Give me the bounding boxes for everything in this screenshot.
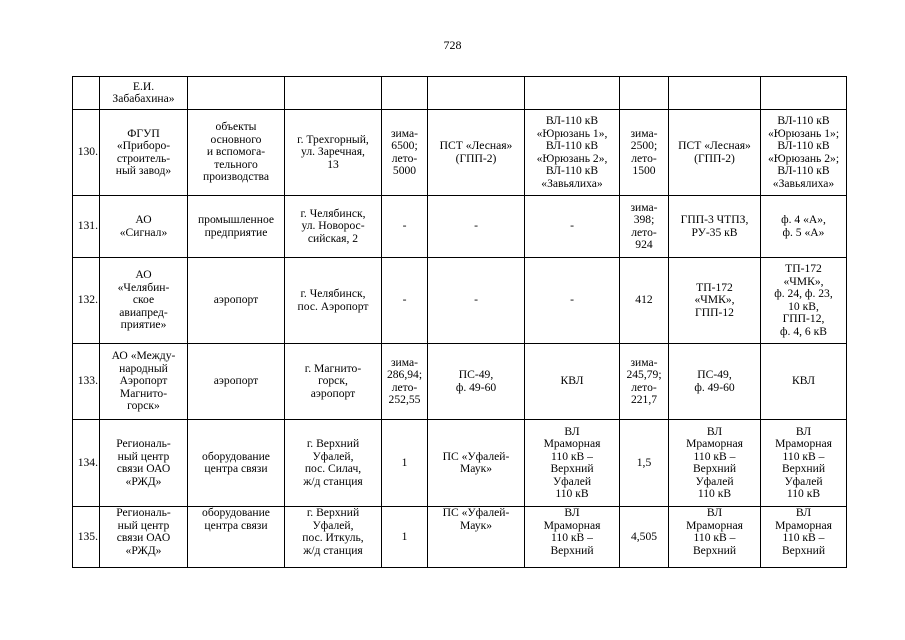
supply-source-requested: ТП-172 «ЧМК», ГПП-12 (694, 280, 735, 319)
load-requested-cell (620, 344, 669, 420)
load-requested: зима- 2500; лето- 1500 (630, 126, 658, 177)
address-cell (285, 77, 382, 110)
supply-line-requested: ф. 4 «А», ф. 5 «А» (781, 213, 826, 239)
address: г. Верхний Уфалей, пос. Иткуль, ж/д станция (302, 506, 364, 557)
organization-name-cell (100, 77, 188, 110)
object-type: аэропорт (213, 293, 259, 307)
load-current-cell (382, 196, 428, 258)
row-number-cell (73, 196, 100, 258)
supply-source-current: - (474, 219, 478, 233)
supply-source-current-cell (428, 344, 525, 420)
table-row (73, 258, 847, 344)
object-type-cell (188, 110, 285, 196)
supply-source-requested: ПС-49, ф. 49-60 (694, 368, 735, 394)
load-current-cell (382, 258, 428, 344)
supply-source-requested: ВЛ Мраморная 110 кВ – Верхний (686, 506, 743, 557)
load-requested-cell (620, 258, 669, 344)
address-cell (285, 110, 382, 196)
supply-source-current: ПС «Уфалей- Маук» (442, 506, 510, 532)
supply-source-requested-cell (669, 258, 761, 344)
object-type: объекты основного и вспомога- тельного производства (202, 120, 270, 184)
load-current: 1 (401, 455, 408, 469)
object-type-cell (188, 196, 285, 258)
supply-source-current: - (474, 293, 478, 307)
supply-line-requested-cell (761, 507, 847, 568)
supply-line-current-cell (525, 110, 620, 196)
supply-line-requested-cell (761, 344, 847, 420)
supply-line-requested: ВЛ-110 кВ «Юрюзань 1»; ВЛ-110 кВ «Юрюзань 2»; ВЛ-110 кВ «Завьялиха» (767, 114, 840, 190)
supply-line-requested: ВЛ Мраморная 110 кВ – Верхний Уфалей 110 кВ (775, 424, 832, 500)
supply-line-current-cell (525, 507, 620, 568)
supply-source-current: ПСТ «Лесная» (ГПП-2) (439, 139, 513, 165)
row-number-cell (73, 77, 100, 110)
load-requested-cell (620, 507, 669, 568)
supply-source-requested-cell (669, 420, 761, 507)
row-number: 131. (77, 219, 98, 233)
supply-source-requested-cell (669, 110, 761, 196)
organization-name-cell (100, 196, 188, 258)
row-number: 135. (77, 529, 98, 543)
address-cell (285, 344, 382, 420)
organization-name: АО «Между- народный Аэропорт Магнито- горск» (111, 349, 176, 413)
address-cell (285, 196, 382, 258)
consumers-table (72, 76, 847, 568)
supply-line-requested-cell (761, 258, 847, 344)
load-current: - (402, 293, 407, 307)
organization-name-cell (100, 258, 188, 344)
table-row (73, 196, 847, 258)
supply-source-current-cell (428, 77, 525, 110)
supply-source-current-cell (428, 258, 525, 344)
organization-name-cell (100, 344, 188, 420)
object-type-cell (188, 77, 285, 110)
load-current-cell (382, 77, 428, 110)
table-row (73, 110, 847, 196)
supply-source-requested: ВЛ Мраморная 110 кВ – Верхний Уфалей 110 кВ (686, 424, 743, 500)
supply-source-current: ПС «Уфалей- Маук» (442, 449, 510, 475)
supply-source-current-cell (428, 196, 525, 258)
load-current: зима- 286,94; лето- 252,55 (386, 355, 423, 406)
address: г. Трехгорный, ул. Заречная, 13 (297, 132, 369, 171)
supply-line-current: ВЛ Мраморная 110 кВ – Верхний Уфалей 110 кВ (543, 424, 601, 500)
row-number: 134. (77, 455, 98, 469)
supply-source-requested: ПСТ «Лесная» (ГПП-2) (678, 139, 751, 165)
load-requested: 1,5 (636, 455, 652, 469)
supply-source-requested: ГПП-3 ЧТПЗ, РУ-35 кВ (680, 213, 749, 239)
load-current-cell (382, 420, 428, 507)
supply-line-current: ВЛ Мраморная 110 кВ – Верхний (543, 506, 601, 557)
row-number: 132. (77, 293, 98, 307)
supply-line-requested: ТП-172 «ЧМК», ф. 24, ф. 23, 10 кВ, ГПП-12, ф. 4, 6 кВ (774, 262, 833, 338)
organization-name-cell (100, 420, 188, 507)
object-type: аэропорт (213, 374, 259, 388)
object-type-cell (188, 258, 285, 344)
supply-line-requested: КВЛ (792, 374, 815, 388)
organization-name-cell (100, 507, 188, 568)
supply-line-current: - (570, 219, 574, 233)
page-number: 728 (443, 38, 462, 52)
object-type-cell (188, 420, 285, 507)
table-row (73, 77, 847, 110)
supply-line-requested-cell (761, 110, 847, 196)
supply-source-requested-cell (669, 507, 761, 568)
address: г. Верхний Уфалей, пос. Силач, ж/д станция (303, 437, 363, 488)
row-number-cell (73, 507, 100, 568)
supply-line-current-cell (525, 77, 620, 110)
organization-name: АО «Челябин- ское авиапред- приятие» (117, 268, 170, 332)
organization-name: Региональ- ный центр связи ОАО «РЖД» (116, 437, 171, 488)
supply-source-requested-cell (669, 196, 761, 258)
object-type-cell (188, 507, 285, 568)
address-cell (285, 258, 382, 344)
object-type: промышленное предприятие (197, 213, 275, 239)
load-requested: 412 (635, 293, 653, 307)
supply-source-current: ПС-49, ф. 49-60 (455, 368, 497, 394)
address-cell (285, 507, 382, 568)
load-current-cell (382, 344, 428, 420)
supply-line-current-cell (525, 196, 620, 258)
row-number-cell (73, 110, 100, 196)
load-requested-cell (620, 196, 669, 258)
supply-source-requested-cell (669, 344, 761, 420)
organization-name: ФГУП «Приборо- строитель- ный завод» (115, 126, 172, 177)
row-number: 133. (77, 374, 98, 388)
supply-source-current-cell (428, 507, 525, 568)
supply-line-current-cell (525, 258, 620, 344)
organization-name: Региональ- ный центр связи ОАО «РЖД» (116, 506, 171, 557)
object-type: оборудование центра связи (202, 449, 270, 475)
organization-name-cell (100, 110, 188, 196)
supply-line-requested: ВЛ Мраморная 110 кВ – Верхний (775, 506, 832, 557)
supply-source-current-cell (428, 110, 525, 196)
address: г. Магнито- горск, аэропорт (304, 361, 362, 400)
load-requested: 4,505 (630, 529, 658, 543)
supply-line-current: - (570, 293, 574, 307)
supply-line-requested-cell (761, 77, 847, 110)
address: г. Челябинск, пос. Аэропорт (297, 287, 369, 313)
supply-line-current: КВЛ (560, 374, 584, 388)
supply-source-current-cell (428, 420, 525, 507)
supply-source-requested-cell (669, 77, 761, 110)
row-number: 130. (77, 145, 98, 159)
load-current: - (402, 219, 407, 233)
load-current: 1 (401, 529, 408, 543)
object-type: оборудование центра связи (202, 506, 270, 532)
table-row (73, 507, 847, 568)
organization-name: АО «Сигнал» (119, 213, 168, 239)
load-current-cell (382, 110, 428, 196)
supply-line-requested-cell (761, 420, 847, 507)
load-requested: зима- 398; лето- 924 (630, 200, 658, 251)
table-row (73, 344, 847, 420)
address-cell (285, 420, 382, 507)
organization-name: Е.И. Забабахина» (112, 79, 175, 105)
supply-line-current: ВЛ-110 кВ «Юрюзань 1», ВЛ-110 кВ «Юрюзань 2», ВЛ-110 кВ «Завьялиха» (536, 114, 608, 190)
row-number-cell (73, 420, 100, 507)
supply-line-current-cell (525, 420, 620, 507)
load-current: зима- 6500; лето- 5000 (390, 126, 419, 177)
row-number-cell (73, 258, 100, 344)
table-row (73, 420, 847, 507)
supply-line-requested-cell (761, 196, 847, 258)
load-requested: зима- 245,79; лето- 221,7 (626, 355, 662, 406)
load-requested-cell (620, 420, 669, 507)
object-type-cell (188, 344, 285, 420)
supply-line-current-cell (525, 344, 620, 420)
load-current-cell (382, 507, 428, 568)
load-requested-cell (620, 110, 669, 196)
row-number-cell (73, 344, 100, 420)
load-requested-cell (620, 77, 669, 110)
address: г. Челябинск, ул. Новорос- сийская, 2 (300, 206, 366, 245)
